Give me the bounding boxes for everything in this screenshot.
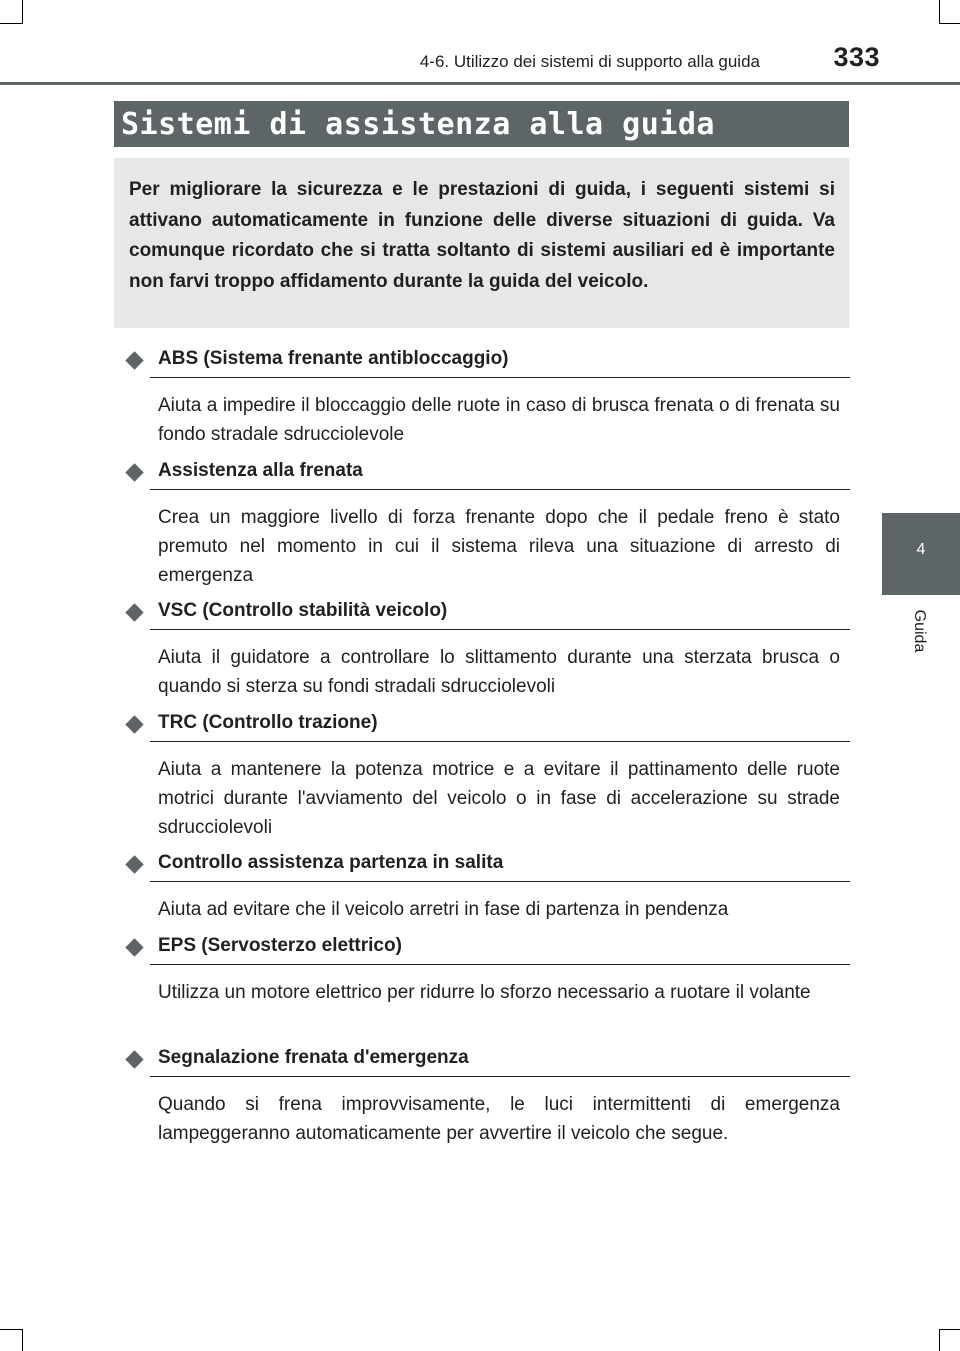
diamond-bullet-icon xyxy=(125,715,143,733)
section-rule xyxy=(150,741,850,742)
section-rule xyxy=(150,964,850,965)
diamond-bullet-icon xyxy=(125,351,143,369)
crop-mark xyxy=(0,23,22,24)
section-title: Segnalazione frenata d'emergenza xyxy=(158,1047,469,1068)
section-body: Aiuta a impedire il bloccaggio delle ruote in caso di brusca frenata o di frenata su fondo stradale sdrucciolevole xyxy=(158,395,840,445)
section-eps xyxy=(124,934,850,1003)
section-heading xyxy=(124,851,850,881)
section-title: Assistenza alla frenata xyxy=(158,460,363,481)
crop-mark xyxy=(22,1329,23,1351)
diamond-bullet-icon xyxy=(125,938,143,956)
diamond-bullet-icon xyxy=(125,855,143,873)
page-title: Sistemi di assistenza alla guida xyxy=(121,107,715,142)
section-body: Utilizza un motore elettrico per ridurre lo sforzo necessario a ruotare il volante xyxy=(158,982,811,1003)
section-body: Quando si frena improvvisamente, le luci intermittenti di emergenza lampeggeranno automaticamente per avvertire il veicolo che segue. xyxy=(158,1094,840,1144)
diamond-bullet-icon xyxy=(125,463,143,481)
section-heading xyxy=(124,599,850,629)
crop-mark xyxy=(939,0,940,24)
section-rule xyxy=(150,377,850,378)
page-title-bar xyxy=(114,101,849,147)
intro-box xyxy=(114,158,849,328)
section-title: ABS (Sistema frenante antibloccaggio) xyxy=(158,348,509,369)
chapter-label-wrap xyxy=(909,604,929,664)
section-body: Aiuta il guidatore a controllare lo slittamento durante una sterzata brusca o quando si sterza su fondi stradali sdrucciolevoli xyxy=(158,647,840,697)
section-heading xyxy=(124,347,850,377)
diamond-bullet-icon xyxy=(125,603,143,621)
section-rule xyxy=(150,1076,850,1077)
crop-mark xyxy=(0,1329,22,1330)
section-title: Controllo assistenza partenza in salita xyxy=(158,852,504,873)
crop-mark xyxy=(939,1329,940,1351)
section-rule xyxy=(150,881,850,882)
intro-text: Per migliorare la sicurezza e le prestazioni di guida, i seguenti sistemi si attivano automaticamente in funzione delle diverse situazioni di guida. Va comunque ricordato che si tratta soltanto di sistemi ausiliari ed è importante non farvi troppo affidamento durante la guida del veicolo. xyxy=(129,179,835,292)
header-section-path: 4-6. Utilizzo dei sistemi di supporto alla guida xyxy=(419,52,760,71)
chapter-tab xyxy=(882,513,960,595)
section-body: Aiuta ad evitare che il veicolo arretri in fase di partenza in pendenza xyxy=(158,899,729,920)
section-title: VSC (Controllo stabilità veicolo) xyxy=(158,600,448,621)
section-emergency-brake-signal xyxy=(124,1046,850,1144)
chapter-label: Guida xyxy=(911,609,928,653)
section-hill-start xyxy=(124,851,850,920)
section-heading xyxy=(124,1046,850,1076)
page-number: 333 xyxy=(833,42,880,72)
section-body: Crea un maggiore livello di forza frenante dopo che il pedale freno è stato premuto nel momento in cui il sistema rileva una situazione di arresto di emergenza xyxy=(158,507,840,586)
section-heading xyxy=(124,459,850,489)
section-heading xyxy=(124,711,850,741)
section-vsc xyxy=(124,599,850,697)
section-title: EPS (Servosterzo elettrico) xyxy=(158,935,402,956)
section-title: TRC (Controllo trazione) xyxy=(158,712,378,733)
section-trc xyxy=(124,711,850,838)
header-divider xyxy=(0,82,960,85)
section-abs xyxy=(124,347,850,445)
chapter-number: 4 xyxy=(916,541,926,558)
section-heading xyxy=(124,934,850,964)
section-rule xyxy=(150,629,850,630)
crop-mark xyxy=(22,0,23,24)
section-brake-assist xyxy=(124,459,850,586)
diamond-bullet-icon xyxy=(125,1050,143,1068)
section-rule xyxy=(150,489,850,490)
section-body: Aiuta a mantenere la potenza motrice e a evitare il pattinamento delle ruote motrici durante l'avviamento del veicolo o in fase di accelerazione su strade sdrucciolevoli xyxy=(158,759,840,838)
crop-mark xyxy=(939,1329,960,1330)
crop-mark xyxy=(939,23,960,24)
